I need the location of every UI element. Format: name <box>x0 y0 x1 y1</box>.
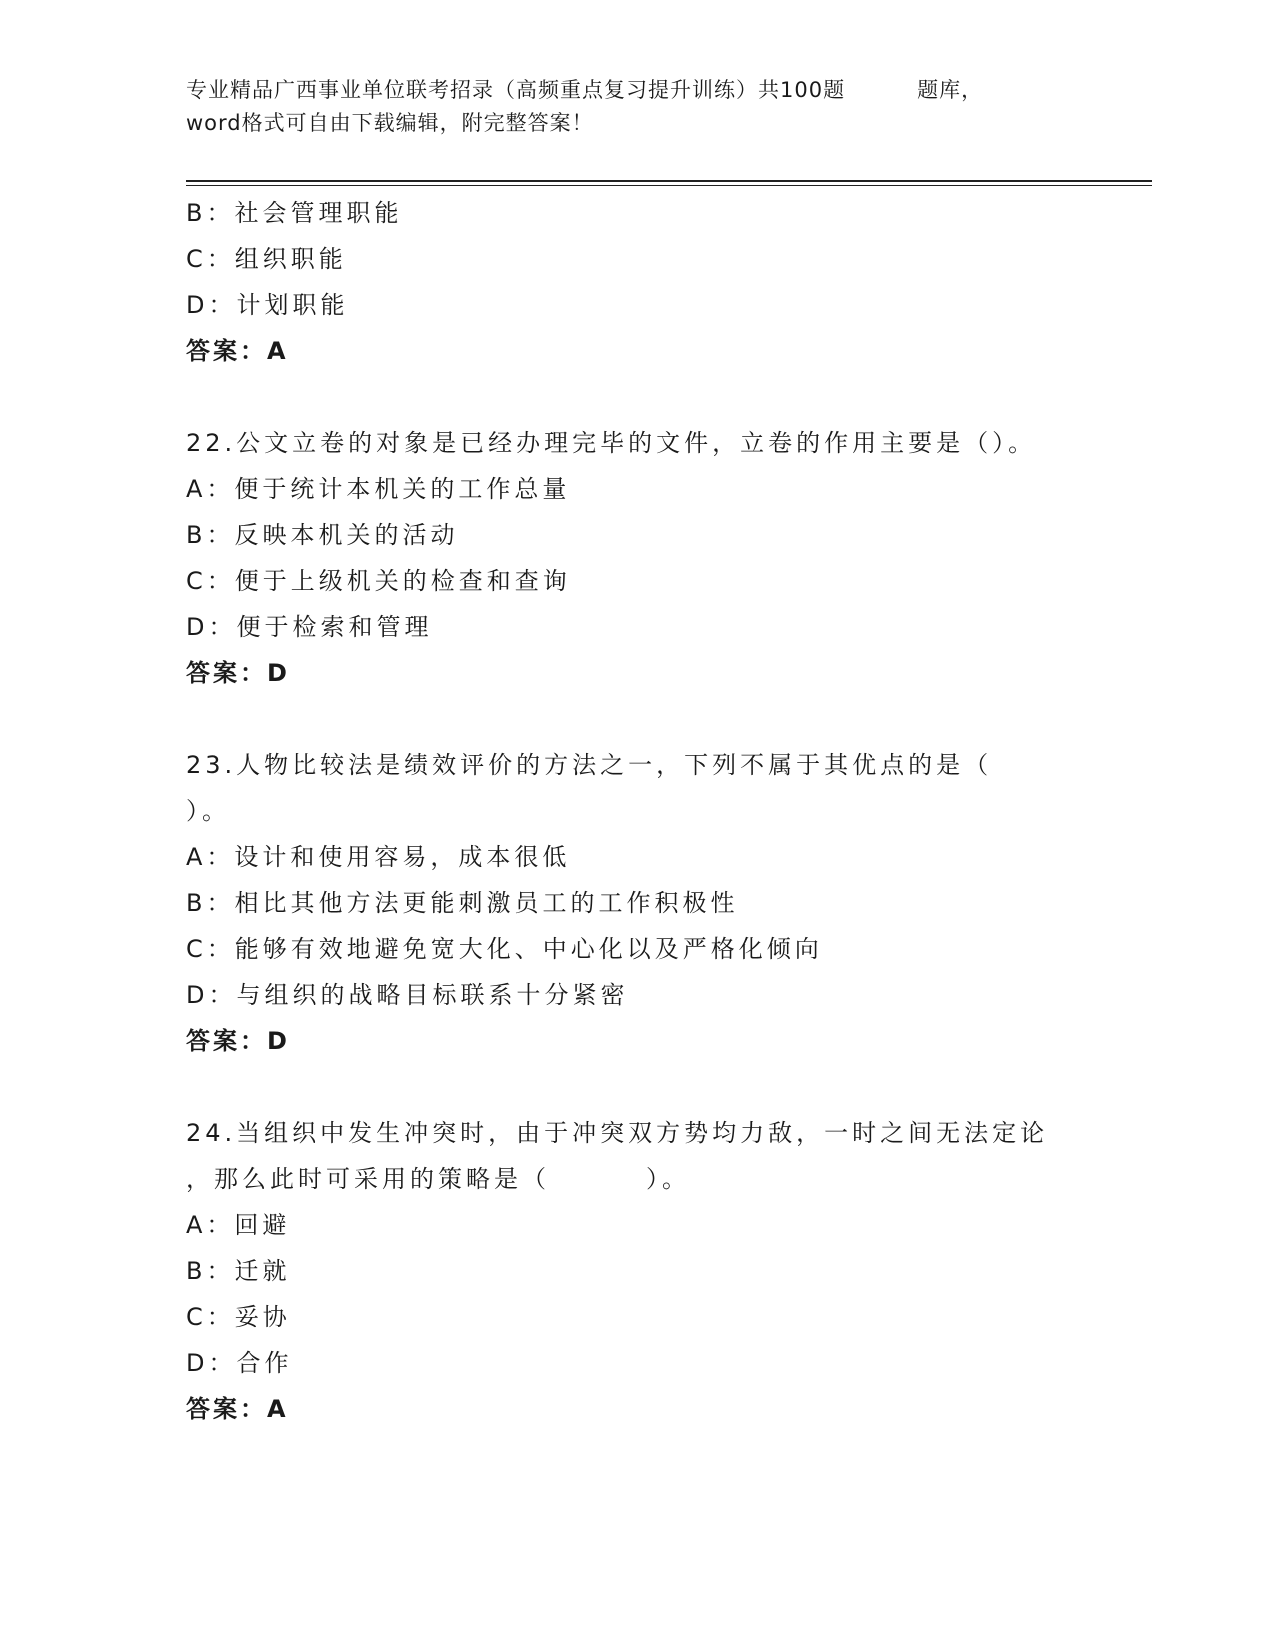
question-23 <box>186 742 1086 1064</box>
header-line-1 <box>186 74 1086 107</box>
spacer <box>186 374 1086 420</box>
option-b: B：反映本机关的活动 <box>186 521 459 549</box>
spacer <box>186 1064 1086 1110</box>
stem-text-end: ）。 <box>646 1165 690 1193</box>
spacer <box>186 696 1086 742</box>
option-b: B：社会管理职能 <box>186 199 403 227</box>
question-22 <box>186 420 1086 696</box>
question-content <box>186 190 1086 1432</box>
stem-text: ，那么此时可采用的策略是（ <box>186 1165 550 1193</box>
option-a: A：回避 <box>186 1211 291 1239</box>
document-header <box>186 74 1086 140</box>
answer: 答案：D <box>186 659 290 687</box>
option-c: C：便于上级机关的检查和查询 <box>186 567 571 595</box>
header-divider-thin <box>186 185 1152 186</box>
option-b: B：相比其他方法更能刺激员工的工作积极性 <box>186 889 739 917</box>
answer: 答案：D <box>186 1027 290 1055</box>
option-a: A：便于统计本机关的工作总量 <box>186 475 571 503</box>
question-stem: 22.公文立卷的对象是已经办理完毕的文件，立卷的作用主要是（）。 <box>186 429 1037 457</box>
option-d: D：与组织的战略目标联系十分紧密 <box>186 981 629 1009</box>
header-line-2: word格式可自由下载编辑，附完整答案！ <box>186 111 594 135</box>
answer: 答案：A <box>186 337 289 365</box>
option-c: C：组织职能 <box>186 245 347 273</box>
header-divider-thick <box>186 180 1152 182</box>
option-b: B：迁就 <box>186 1257 291 1285</box>
answer: 答案：A <box>186 1395 289 1423</box>
option-c: C：能够有效地避免宽大化、中心化以及严格化倾向 <box>186 935 823 963</box>
header-title: 专业精品广西事业单位联考招录（高频重点复习提升训练）共100题 <box>186 78 846 102</box>
option-d: D：便于检索和管理 <box>186 613 433 641</box>
prev-question <box>186 190 1086 374</box>
option-a: A：设计和使用容易，成本很低 <box>186 843 571 871</box>
question-stem-continued: ）。 <box>186 797 230 825</box>
option-c: C：妥协 <box>186 1303 291 1331</box>
question-stem: 23.人物比较法是绩效评价的方法之一，下列不属于其优点的是（ <box>186 751 993 779</box>
question-24 <box>186 1110 1086 1432</box>
header-title-suffix: 题库， <box>917 78 984 102</box>
question-stem-continued <box>186 1156 1086 1202</box>
question-stem: 24.当组织中发生冲突时，由于冲突双方势均力敌，一时之间无法定论 <box>186 1119 1049 1147</box>
option-d: D：合作 <box>186 1349 293 1377</box>
option-d: D：计划职能 <box>186 291 349 319</box>
